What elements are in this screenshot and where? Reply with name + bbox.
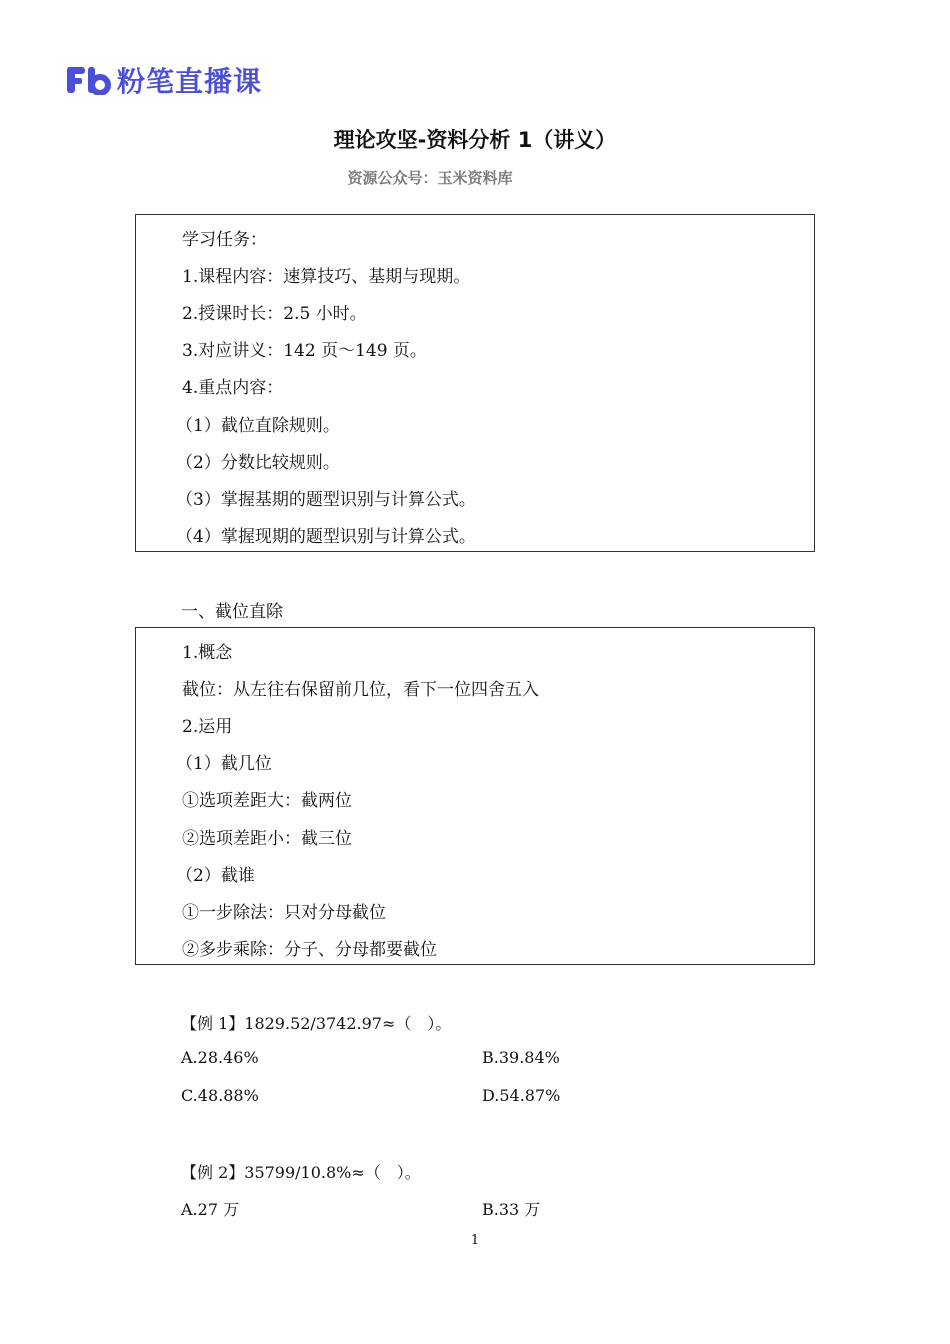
document-title: 理论攻坚-资料分析 1（讲义） (333, 128, 617, 152)
section-heading: 一、截位直除 (181, 602, 283, 622)
document-subtitle: 资源公众号：玉米资料库 (347, 169, 513, 187)
task-line: 1.课程内容：速算技巧、基期与现期。 (182, 267, 471, 287)
example-2-option-a: A.27 万 (181, 1200, 240, 1219)
concept-line: 1.概念 (182, 643, 233, 663)
example-2-question: 【例 2】35799/10.8%≈（ ）。 (181, 1163, 421, 1182)
example-1-option-b: B.39.84% (482, 1048, 560, 1067)
brand-name: 粉笔直播课 (117, 65, 263, 98)
concept-line: ②多步乘除：分子、分母都要截位 (182, 940, 437, 960)
example-1-option-c: C.48.88% (181, 1086, 259, 1105)
concept-line: ②选项差距小：截三位 (182, 829, 352, 849)
fb-logo-icon (67, 65, 111, 95)
concept-line: 2.运用 (182, 717, 233, 737)
example-1-option-a: A.28.46% (181, 1048, 259, 1067)
task-line: （4）掌握现期的题型识别与计算公式。 (176, 527, 476, 547)
example-1-option-d: D.54.87% (482, 1086, 561, 1105)
concept-line: （1）截几位 (176, 754, 272, 774)
task-line: 2.授课时长：2.5 小时。 (182, 304, 367, 324)
task-line: （2）分数比较规则。 (176, 453, 340, 473)
concept-line: （2）截谁 (176, 866, 255, 886)
concept-line: ①一步除法：只对分母截位 (182, 903, 386, 923)
learning-tasks-box (135, 214, 815, 552)
tasks-heading: 学习任务： (182, 230, 267, 250)
task-line: （3）掌握基期的题型识别与计算公式。 (176, 490, 476, 510)
brand-logo (67, 62, 262, 98)
concept-line: ①选项差距大：截两位 (182, 791, 352, 811)
task-line: 3.对应讲义：142 页～149 页。 (182, 341, 427, 361)
example-2-option-b: B.33 万 (482, 1200, 541, 1219)
concept-box (135, 627, 815, 965)
example-1-question: 【例 1】1829.52/3742.97≈（ ）。 (181, 1014, 452, 1033)
task-line: 4.重点内容： (182, 378, 284, 398)
task-line: （1）截位直除规则。 (176, 416, 340, 436)
page-number: 1 (470, 1233, 480, 1248)
concept-line: 截位：从左往右保留前几位，看下一位四舍五入 (182, 680, 539, 700)
